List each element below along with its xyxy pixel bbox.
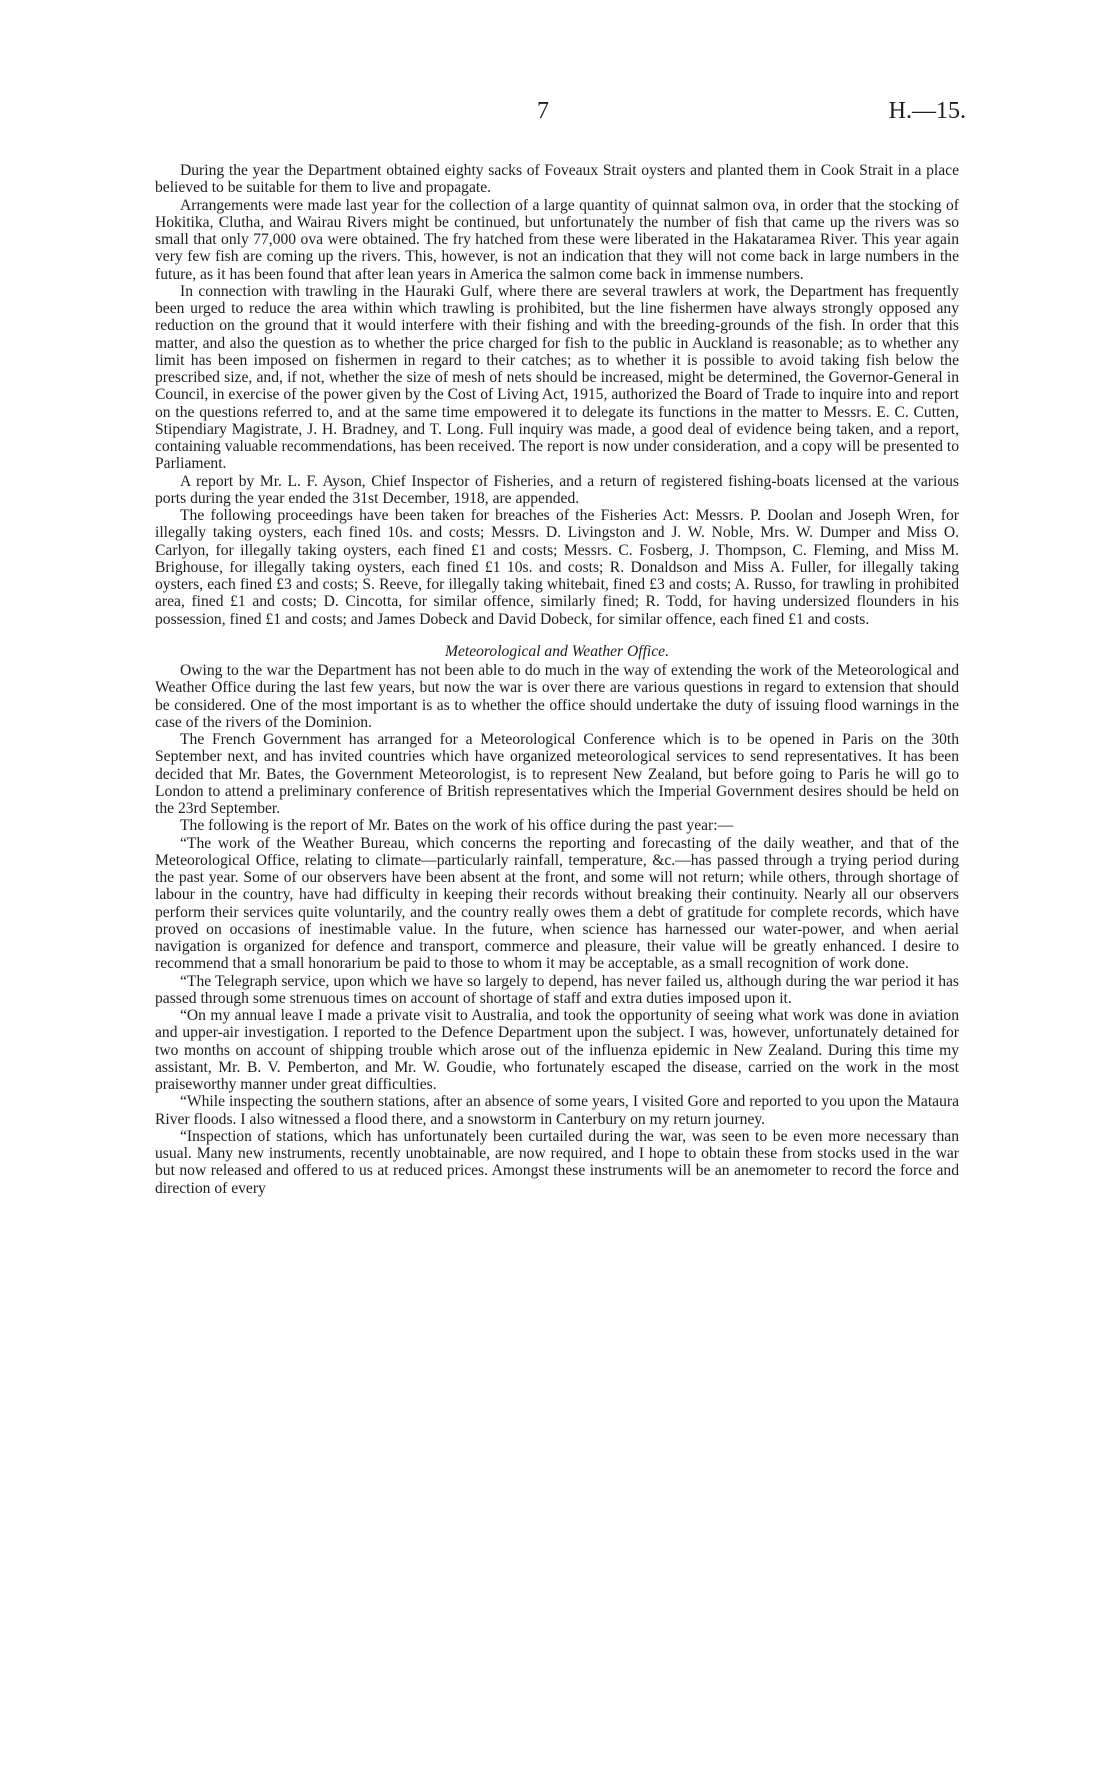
paragraph-southern-stations: “While inspecting the southern stations, after an absence of some years, I visited Gore and reported to you upon the Mataura River floods. I also witnessed a flood there, and a snowstorm in Canterbury on my return journey. [155,1093,959,1128]
paragraph-proceedings: The following proceedings have been taken for breaches of the Fisheries Act: Messrs. P. Doolan and Joseph Wren, for illegally taking oysters, each fined 10s. and costs; Messrs. D. Livingston and J. W. Noble, Mrs. W. Dumper and Miss O. Carlyon, for illegally taking oysters, each fined £1 and costs; Messrs. C. Fosberg, J. Thompson, C. Fleming, and Miss M. Brighouse, for illegally taking oysters, each fined £1 10s. and costs; R. Donaldson and Miss A. Fuller, for illegally taking oysters, each fined £3 and costs; S. Reeve, for illegally taking whitebait, fined £3 and costs; A. Russo, for trawling in prohibited area, fined £1 and costs; D. Cincotta, for similar offence, similarly fined; R. Todd, for having undersized flounders in his possession, fined £1 and costs; and James Dobeck and David Dobeck, for similar offence, each fined £1 and costs. [155,507,959,628]
paragraph-report-intro: The following is the report of Mr. Bates on the work of his office during the past year:— [180,817,734,835]
page-header [0,98,1114,138]
paragraph-oysters: During the year the Department obtained eighty sacks of Foveaux Strait oysters and planted them in Cook Strait in a place believed to be suitable for them to live and propagate. [155,162,959,197]
paragraph-trawling: In connection with trawling in the Hauraki Gulf, where there are several trawlers at work, the Department has frequently been urged to reduce the area within which trawling is prohibited, but the line fishermen have always strongly opposed any reduction on the ground that it would interfere with their fishing and with the breeding-grounds of the fish. In order that this matter, and also the question as to whether the price charged for fish to the public in Auckland is reasonable; as to whether any limit has been imposed on fishermen in regard to their catches; as to whether it is possible to avoid taking fish below the prescribed size, and, if not, whether the size of mesh of nets should be increased, might be determined, the Governor-General in Council, in exercise of the power given by the Cost of Living Act, 1915, authorized the Board of Trade to inquire into and report on the questions referred to, and at the same time empowered it to delegate its functions in the matter to Messrs. E. C. Cutten, Stipendiary Magistrate, J. H. Bradney, and T. Long. Full inquiry was made, a good deal of evidence being taken, and a report, containing valuable recommendations, has been received. The report is now under consideration, and a copy will be presented to Parliament. [155,282,959,473]
paragraph-ayson-report: A report by Mr. L. F. Ayson, Chief Inspector of Fisheries, and a return of registered fishing-boats licensed at the various ports during the year ended the 31st December, 1918, are appended. [155,472,959,507]
paragraph-weather-bureau: “The work of the Weather Bureau, which concerns the reporting and forecasting of the daily weather, and that of the Meteorological Office, relating to climate—particularly rainfall, temperature, &c.—has passed through a trying period during the past year. Some of our observers have been absent at the front, and some will not return; while others, through shortage of labour in the country, have had difficulty in keeping their records without breaking their continuity. Nearly all our observers perform their services quite voluntarily, and the country really owes them a debt of gratitude for complete records, which have proved on occasions of inestimable value. In the future, when science has harnessed our water-power, and when aerial navigation is organized for defence and transport, commerce and pleasure, their value will be greatly enhanced. I desire to recommend that a small honorarium be paid to those to whom it may be acceptable, as a small recognition of work done. [155,834,959,973]
paragraph-conference: The French Government has arranged for a Meteorological Conference which is to be opened in Paris on the 30th September next, and has invited countries which have organized meteorological services to send representatives. It has been decided that Mr. Bates, the Government Meteorologist, is to represent New Zealand, but before going to Paris he will go to London to attend a preliminary conference of British representatives which the Imperial Government desires should be held on the 23rd September. [155,731,959,817]
paragraph-inspection: “Inspection of stations, which has unfortunately been curtailed during the war, was seen to be even more necessary than usual. Many new instruments, recently unobtainable, are now required, and I hope to obtain these from stocks used in the war but now released and offered to us at reduced prices. Amongst these instruments will be an anemometer to record the force and direction of every [155,1127,959,1197]
paragraph-annual-leave: “On my annual leave I made a private visit to Australia, and took the opportunity of seeing what work was done in aviation and upper-air investigation. I reported to the Defence Department upon the subject. I was, however, unfortunately detained for two months on account of shipping trouble which arose out of the influenza epidemic in New Zealand. During this time my assistant, Mr. B. V. Pemberton, and Mr. W. Goudie, who fortunately escaped the disease, carried on the work in the most praiseworthy manner under great difficulties. [155,1007,959,1093]
paragraph-war-extension: Owing to the war the Department has not been able to do much in the way of extending the work of the Meteorological and Weather Office during the last few years, but now the war is over there are various questions in regard to extension that should be considered. One of the most important is as to whether the office should undertake the duty of issuing flood warnings in the case of the rivers of the Dominion. [155,662,959,731]
page-number: 7 [537,98,549,124]
body-text [155,162,959,1197]
document-reference: H.—15. [888,98,966,124]
paragraph-salmon-ova: Arrangements were made last year for the collection of a large quantity of quinnat salmon ova, in order that the stocking of Hokitika, Clutha, and Wairau Rivers might be continued, but unfortunately the number of fish that came up the rivers was so small that only 77,000 ova were obtained. The fry hatched from these were liberated in the Hakataramea River. This year again very few fish are coming up the rivers. This, however, is not an indication that they will not come back in large numbers in the future, as it has been found that after lean years in America the salmon come back in immense numbers. [155,196,959,283]
section-heading-meteorological: Meteorological and Weather Office. [444,642,670,660]
paragraph-telegraph: “The Telegraph service, upon which we have so largely to depend, has never failed us, although during the war period it has passed through some strenuous times on account of shortage of staff and extra duties imposed upon it. [155,972,959,1007]
